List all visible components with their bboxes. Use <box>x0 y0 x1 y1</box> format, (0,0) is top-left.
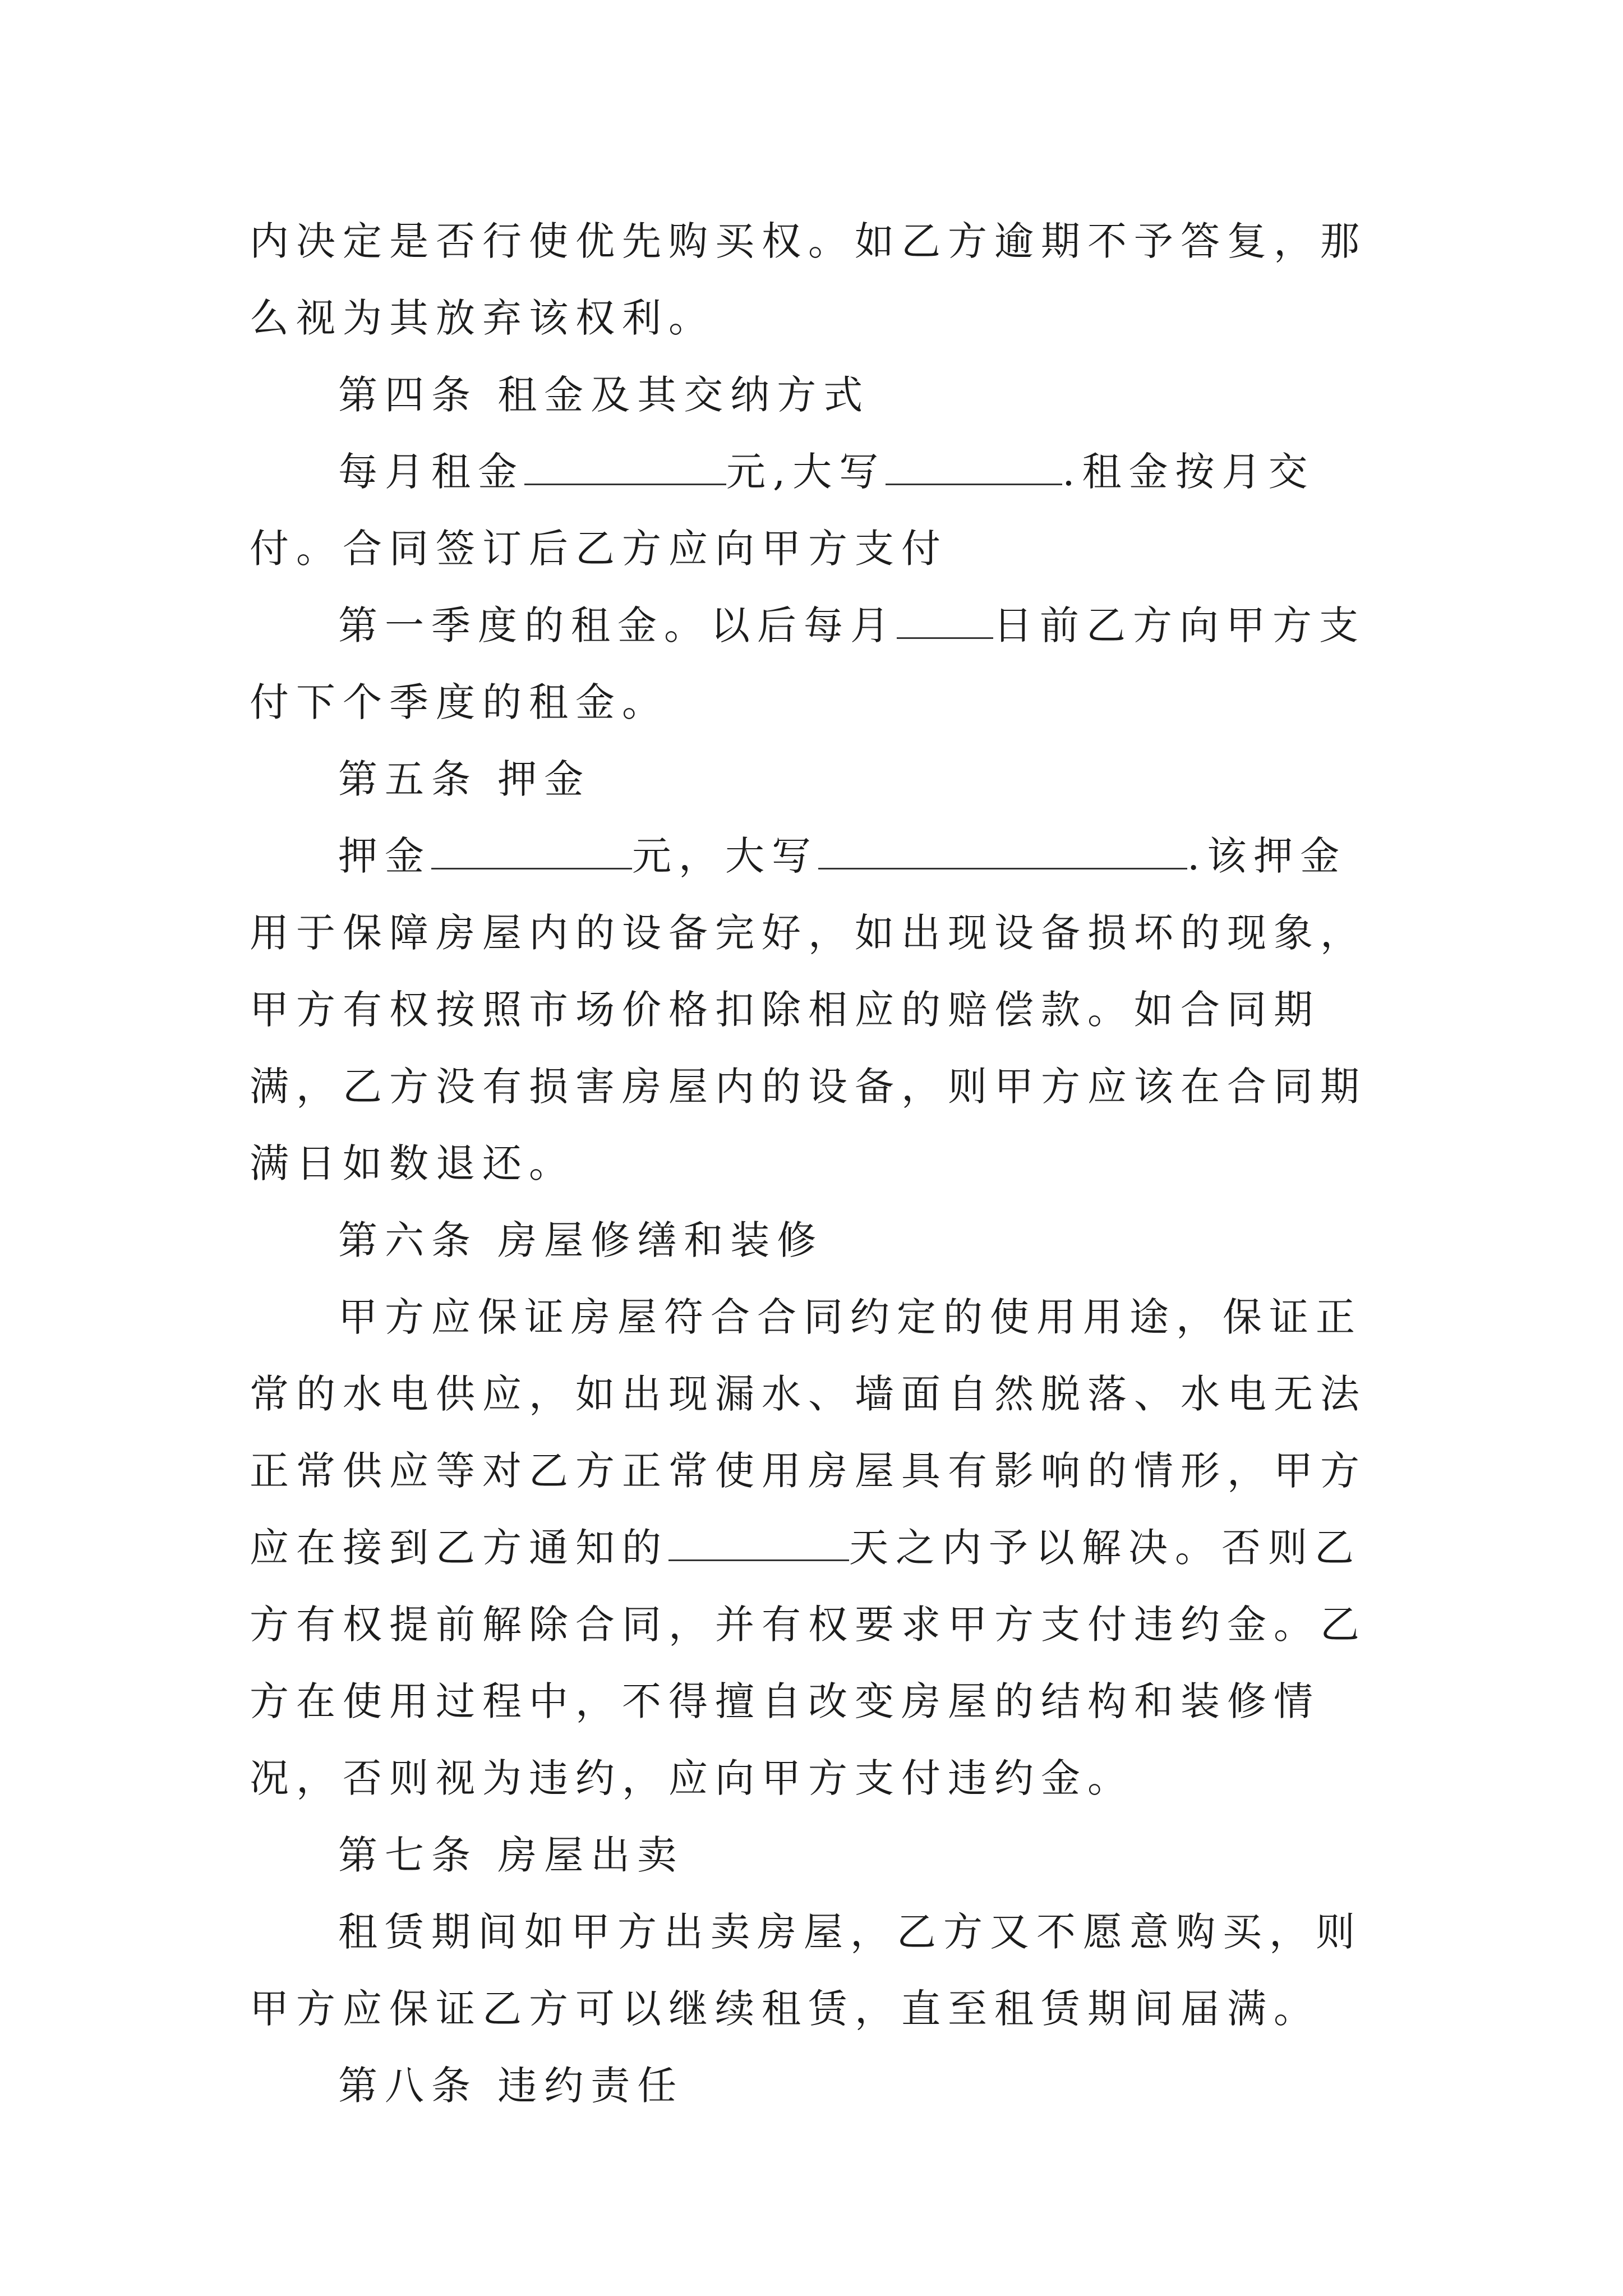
payment-day-blank[interactable] <box>897 605 993 639</box>
repair-days-blank[interactable] <box>668 1527 849 1561</box>
heading-article-6 <box>250 1202 1382 1279</box>
heading-text: 第六条 房屋修缮和装修 <box>338 1217 824 1263</box>
paragraph-preemptive-right <box>250 203 1382 357</box>
rent-amount-words-blank[interactable] <box>886 451 1062 485</box>
heading-text: 第五条 押金 <box>338 756 591 802</box>
heading-article-4 <box>250 357 1382 434</box>
heading-article-7 <box>250 1817 1382 1894</box>
paragraph-monthly-rent <box>250 434 1382 587</box>
text-segment: 元，大写 <box>632 833 818 879</box>
text-segment: 每月租金 <box>338 449 524 495</box>
text-segment: 甲方应保证房屋符合合同约定的使用用途，保证正常的水电供应，如出现漏水、墙面自然脱落、水电无法正常供应等对乙方正常使用房屋具有影响的情形，甲方应在接到乙方通知的 <box>250 1294 1367 1571</box>
text-segment: 日前乙方向甲方支付下个季度的租金。 <box>250 602 1366 725</box>
heading-text: 第七条 房屋出卖 <box>338 1832 684 1878</box>
heading-article-5 <box>250 741 1382 818</box>
paragraph-deposit <box>250 818 1382 1202</box>
text-segment: 第一季度的租金。以后每月 <box>338 602 897 648</box>
heading-article-8 <box>250 2047 1382 2124</box>
deposit-amount-blank[interactable] <box>431 835 632 869</box>
contract-body <box>250 203 1382 2124</box>
paragraph-house-sale <box>250 1894 1382 2047</box>
paragraph-repairs <box>250 1279 1382 1817</box>
text-segment: 天之内予以解决。否则乙方有权提前解除合同，并有权要求甲方支付违约金。乙方在使用过程中，不得擅自改变房屋的结构和装修情况，否则视为违约，应向甲方支付违约金。 <box>250 1525 1367 1801</box>
heading-text: 第八条 违约责任 <box>338 2063 684 2109</box>
paragraph-text: 内决定是否行使优先购买权。如乙方逾期不予答复，那么视为其放弃该权利。 <box>250 218 1367 341</box>
text-segment: 元,大写 <box>726 449 886 495</box>
deposit-amount-words-blank[interactable] <box>818 835 1187 869</box>
text-segment: .该押金用于保障房屋内的设备完好，如出现设备损坏的现象，甲方有权按照市场价格扣除相应的赔偿款。如合同期满，乙方没有损害房屋内的设备，则甲方应该在合同期满日如数退还。 <box>250 833 1367 1186</box>
text-segment: 押金 <box>338 833 431 879</box>
heading-text: 第四条 租金及其交纳方式 <box>338 372 870 418</box>
text-segment: .租金按月交付。合同签订后乙方应向甲方支付 <box>250 449 1315 572</box>
paragraph-text: 租赁期间如甲方出卖房屋，乙方又不愿意购买，则甲方应保证乙方可以继续租赁，直至租赁期间届满。 <box>250 1909 1362 2032</box>
paragraph-payment-schedule <box>250 587 1382 741</box>
rent-amount-blank[interactable] <box>524 451 726 485</box>
